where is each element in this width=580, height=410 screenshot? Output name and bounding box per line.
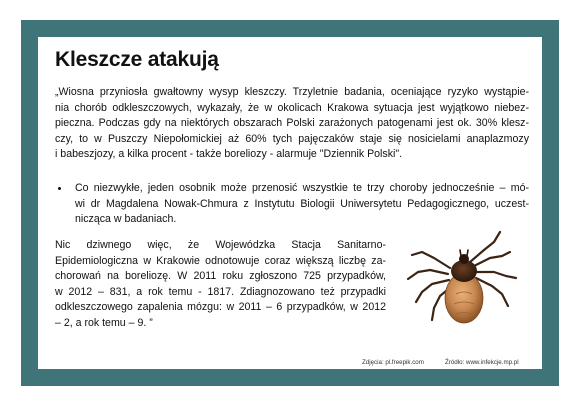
- body-line: Nic dziwnego więc, że Wojewódzka Stacja Sanitarno-: [55, 239, 386, 251]
- body-line: – 2, a rok temu – 9. ”: [55, 316, 153, 329]
- intro-paragraph: [55, 85, 529, 163]
- body-line: odkleszczowego zapalenia mózgu: w 2011 – 6 przypadków, w 2012: [55, 301, 386, 313]
- intro-line: „Wiosna przyniosła gwałtowny wysyp kleszczy. Trzyletnie badania, oceniające ryzyko wystąpie-: [55, 86, 529, 98]
- quote-line: wi dr Magdalena Nowak-Chmura z Instytutu Biologii Uniwersytetu Pedagogicznego, uczest-: [75, 197, 529, 210]
- source-credit: Źródło: www.infekcje.mp.pl: [445, 359, 519, 366]
- body-paragraph: [55, 238, 386, 331]
- body-line: chorowań na boreliozę. W 2011 roku zgłoszono 725 przypadków,: [55, 270, 386, 282]
- quote-line: nicząca w badaniach.: [75, 213, 177, 225]
- intro-line: nia chorób odkleszczowych, wykazały, że w okolicach Krakowa sytuacja jest wyjątkowo niebez-: [55, 101, 529, 114]
- intro-line: czy, to w Puszczy Niepołomickiej aż 60% tych pajęczaków staje się nosicielami anaplazmozy: [55, 132, 529, 145]
- quote-line: Co niezwykłe, jeden osobnik może przenosić wszystkie te trzy choroby jednocześnie – mó-: [75, 182, 529, 194]
- tick-illustration: [404, 222, 524, 342]
- article-title: Kleszcze atakują: [55, 48, 219, 71]
- bullet-icon: [58, 187, 61, 190]
- photo-credit: Zdjęcia: pl.freepik.com: [362, 359, 424, 366]
- intro-line: pieczna. Podczas gdy na niektórych obszarach Polski zarażonych patogenami jest ok. 30% klesz-: [55, 117, 529, 129]
- quote-text: [75, 181, 529, 228]
- body-line: Epidemiologiczna w Krakowie odnotowuje coraz większą liczbę za-: [55, 254, 386, 267]
- intro-line: i babeszjozy, a kilka procent - także boreliozy - alarmuje "Dziennik Polski".: [55, 148, 403, 160]
- body-line: w 2012 – 831, a rok temu - 1817. Zdiagnozowano też przypadki: [55, 285, 386, 298]
